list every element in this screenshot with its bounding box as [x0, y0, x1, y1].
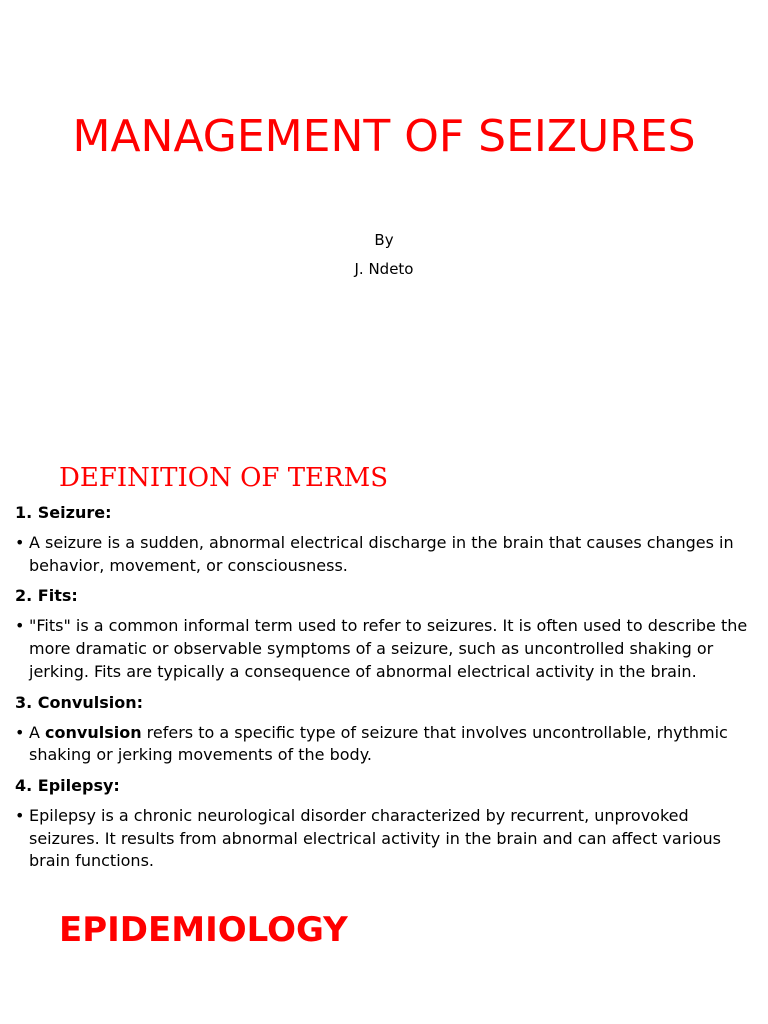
slide-title: MANAGEMENT OF SEIZURES — [72, 111, 696, 162]
epidemiology-slide — [0, 878, 768, 1024]
term-body-seizure — [15, 532, 755, 577]
term-text-convulsion-bold: convulsion — [45, 722, 142, 742]
bullet-icon: • — [15, 533, 25, 552]
term-text-seizure: A seizure is a sudden, abnormal electrical discharge in the brain that causes changes in behavior, movement, or consciousness. — [29, 533, 734, 575]
term-title-seizure: 1. Seizure: — [15, 503, 112, 522]
bullet-icon: • — [15, 722, 25, 742]
epidemiology-heading: EPIDEMIOLOGY — [59, 910, 348, 950]
term-title-epilepsy: 4. Epilepsy: — [15, 775, 120, 795]
by-label: By — [374, 231, 394, 249]
terms-list — [15, 502, 755, 881]
term-body-epilepsy — [15, 805, 755, 873]
term-title-fits: 2. Fits: — [15, 586, 78, 606]
term-body-convulsion — [15, 722, 755, 767]
term-text-convulsion-suffix: refers to a specific type of seizure that involves uncontrollable, rhythmic shaking or jerking movements of the body. — [29, 722, 728, 765]
term-title-convulsion: 3. Convulsion: — [15, 692, 143, 712]
term-body-fits — [15, 615, 755, 683]
definitions-slide — [0, 432, 768, 878]
term-text-convulsion-prefix: A — [29, 722, 46, 742]
term-text-epilepsy: Epilepsy is a chronic neurological disorder characterized by recurrent, unprovoked seizures. It results from abnormal electrical activity in the brain and can affect various brain functions. — [29, 805, 721, 871]
bullet-icon: • — [15, 805, 25, 825]
bullet-icon: • — [15, 616, 25, 636]
term-text-fits: "Fits" is a common informal term used to refer to seizures. It is often used to describe the more dramatic or observable symptoms of a seizure, such as uncontrolled shaking or jerking. Fits are typically a consequence of abnormal electrical activity in the brain. — [29, 616, 748, 681]
title-slide — [0, 0, 768, 432]
author-name: J. Ndeto — [354, 260, 414, 278]
definitions-heading: DEFINITION OF TERMS — [59, 463, 389, 493]
